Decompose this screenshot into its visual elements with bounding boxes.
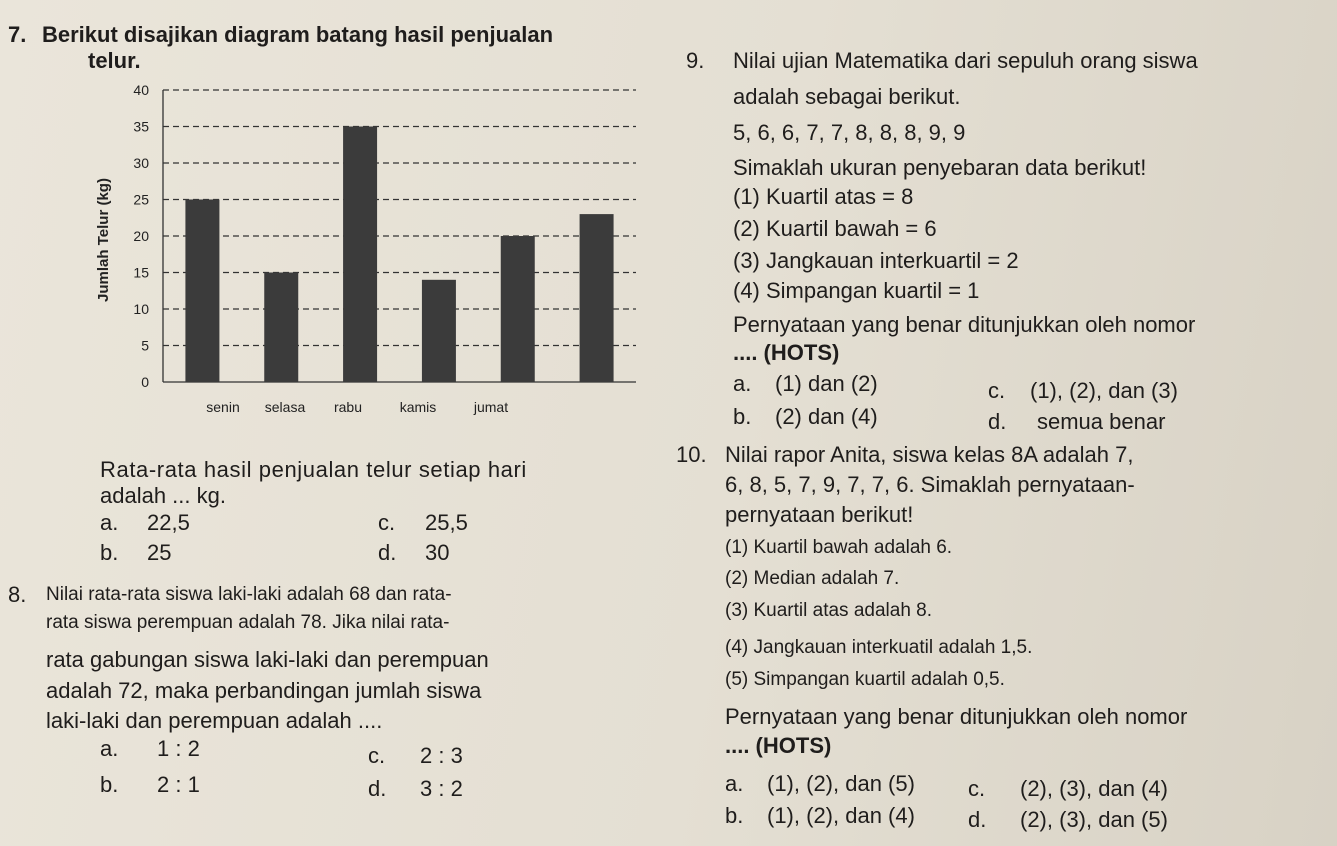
q8-number: 8. bbox=[8, 582, 27, 607]
bar bbox=[264, 273, 298, 383]
q7-option-b-letter: b. bbox=[100, 540, 119, 565]
y-tick-label: 25 bbox=[133, 191, 149, 208]
bar bbox=[501, 236, 535, 382]
q7-option-d-text: 30 bbox=[425, 540, 450, 565]
q10-line3: pernyataan berikut! bbox=[725, 502, 914, 527]
q9-question-line2: .... (HOTS) bbox=[733, 340, 840, 365]
q10-line2: 6, 8, 5, 7, 9, 7, 7, 6. Simaklah pernyataan- bbox=[725, 472, 1135, 497]
q8-option-b-text: 2 : 1 bbox=[157, 772, 200, 797]
q9-data: 5, 6, 6, 7, 7, 8, 8, 8, 9, 9 bbox=[733, 120, 966, 145]
y-tick-label: 10 bbox=[133, 301, 149, 317]
q10-line1: Nilai rapor Anita, siswa kelas 8A adalah 7, bbox=[725, 442, 1134, 467]
q9-statement-1: (1) Kuartil atas = 8 bbox=[733, 184, 914, 209]
y-tick-label: 30 bbox=[133, 155, 149, 171]
q9-statement-4: (4) Simpangan kuartil = 1 bbox=[733, 278, 980, 303]
q10-option-b-letter: b. bbox=[725, 803, 744, 828]
q8-option-d-letter: d. bbox=[368, 776, 387, 801]
q10-option-b-text: (1), (2), dan (4) bbox=[767, 803, 915, 828]
q7-question-line2: adalah ... kg. bbox=[100, 483, 226, 508]
q8-option-a-letter: a. bbox=[100, 736, 119, 761]
q7-option-a-text: 22,5 bbox=[147, 510, 190, 535]
y-tick-label: 0 bbox=[141, 374, 149, 390]
q8-line2: rata siswa perempuan adalah 78. Jika nilai rata- bbox=[46, 612, 450, 633]
bar bbox=[580, 214, 614, 382]
y-axis-label: Jumlah Telur (kg) bbox=[95, 178, 112, 302]
q10-statement-1: (1) Kuartil bawah adalah 6. bbox=[725, 537, 953, 558]
q10-option-c-text: (2), (3), dan (4) bbox=[1020, 776, 1168, 801]
q8-option-b-letter: b. bbox=[100, 772, 119, 797]
q8-line4: adalah 72, maka perbandingan jumlah siswa bbox=[46, 678, 482, 703]
q8-option-c-letter: c. bbox=[368, 743, 386, 768]
q9-option-c-text: (1), (2), dan (3) bbox=[1030, 378, 1178, 403]
q7-option-a-letter: a. bbox=[100, 510, 119, 535]
bar bbox=[422, 280, 456, 382]
x-tick-label: senin bbox=[206, 399, 240, 415]
q8-line1: Nilai rata-rata siswa laki-laki adalah 68 dan rata- bbox=[46, 584, 452, 605]
q8-line5: laki-laki dan perempuan adalah .... bbox=[46, 708, 383, 733]
q10-statement-3: (3) Kuartil atas adalah 8. bbox=[725, 600, 933, 621]
q10-option-d-text: (2), (3), dan (5) bbox=[1020, 807, 1168, 832]
q10-question-line1: Pernyataan yang benar ditunjukkan oleh nomor bbox=[725, 704, 1188, 729]
q9-number: 9. bbox=[686, 48, 705, 73]
x-tick-label: selasa bbox=[264, 399, 306, 415]
q9-option-d-letter: d. bbox=[988, 409, 1007, 434]
q10-statement-2: (2) Median adalah 7. bbox=[725, 568, 900, 589]
bar bbox=[343, 127, 377, 383]
q10-option-d-letter: d. bbox=[968, 807, 987, 832]
q9-option-c-letter: c. bbox=[988, 378, 1006, 403]
q7-option-b-text: 25 bbox=[147, 540, 172, 565]
y-tick-label: 5 bbox=[141, 337, 149, 354]
q10-option-c-letter: c. bbox=[968, 776, 986, 801]
q9-question-line1: Pernyataan yang benar ditunjukkan oleh nomor bbox=[733, 312, 1196, 337]
y-tick-label: 15 bbox=[133, 264, 149, 281]
q9-statement-2: (2) Kuartil bawah = 6 bbox=[733, 216, 937, 241]
y-tick-label: 20 bbox=[133, 228, 149, 244]
q7-option-c-text: 25,5 bbox=[425, 510, 468, 535]
q9-option-b-letter: b. bbox=[733, 404, 752, 429]
q8-option-a-text: 1 : 2 bbox=[157, 736, 200, 761]
x-tick-label: rabu bbox=[333, 399, 363, 415]
q7-question-line1: Rata-rata hasil penjualan telur setiap hari bbox=[100, 457, 527, 482]
q8-line3: rata gabungan siswa laki-laki dan perempuan bbox=[46, 647, 489, 672]
q10-statement-5: (5) Simpangan kuartil adalah 0,5. bbox=[725, 669, 1005, 690]
q9-line1: Nilai ujian Matematika dari sepuluh orang siswa bbox=[733, 48, 1198, 73]
q9-option-b-text: (2) dan (4) bbox=[775, 404, 878, 429]
q7-intro-line1: Berikut disajikan diagram batang hasil penjualan bbox=[42, 22, 554, 47]
q10-option-a-text: (1), (2), dan (5) bbox=[767, 771, 915, 796]
q9-option-a-letter: a. bbox=[733, 371, 752, 396]
q10-statement-4: (4) Jangkauan interkuatil adalah 1,5. bbox=[725, 637, 1033, 658]
q10-option-a-letter: a. bbox=[725, 771, 744, 796]
q9-statement-3: (3) Jangkauan interkuartil = 2 bbox=[733, 248, 1019, 273]
q10-number: 10. bbox=[676, 442, 707, 467]
q10-question-line2: .... (HOTS) bbox=[725, 733, 832, 758]
q7-intro-line2: telur. bbox=[88, 48, 141, 73]
q9-line2: adalah sebagai berikut. bbox=[733, 84, 961, 109]
x-tick-label: jumat bbox=[473, 399, 509, 415]
q9-option-a-text: (1) dan (2) bbox=[775, 371, 878, 396]
y-tick-label: 40 bbox=[133, 82, 149, 98]
y-tick-label: 35 bbox=[133, 118, 149, 135]
x-tick-label: kamis bbox=[399, 399, 437, 415]
q9-option-d-text: semua benar bbox=[1037, 409, 1166, 434]
q7-number: 7. bbox=[8, 22, 27, 47]
bar-chart bbox=[88, 80, 648, 420]
q7-option-d-letter: d. bbox=[378, 540, 397, 565]
q7-option-c-letter: c. bbox=[378, 510, 396, 535]
q8-option-c-text: 2 : 3 bbox=[420, 743, 463, 768]
bar bbox=[185, 200, 219, 383]
q9-instruction: Simaklah ukuran penyebaran data berikut! bbox=[733, 155, 1147, 180]
q8-option-d-text: 3 : 2 bbox=[420, 776, 463, 801]
